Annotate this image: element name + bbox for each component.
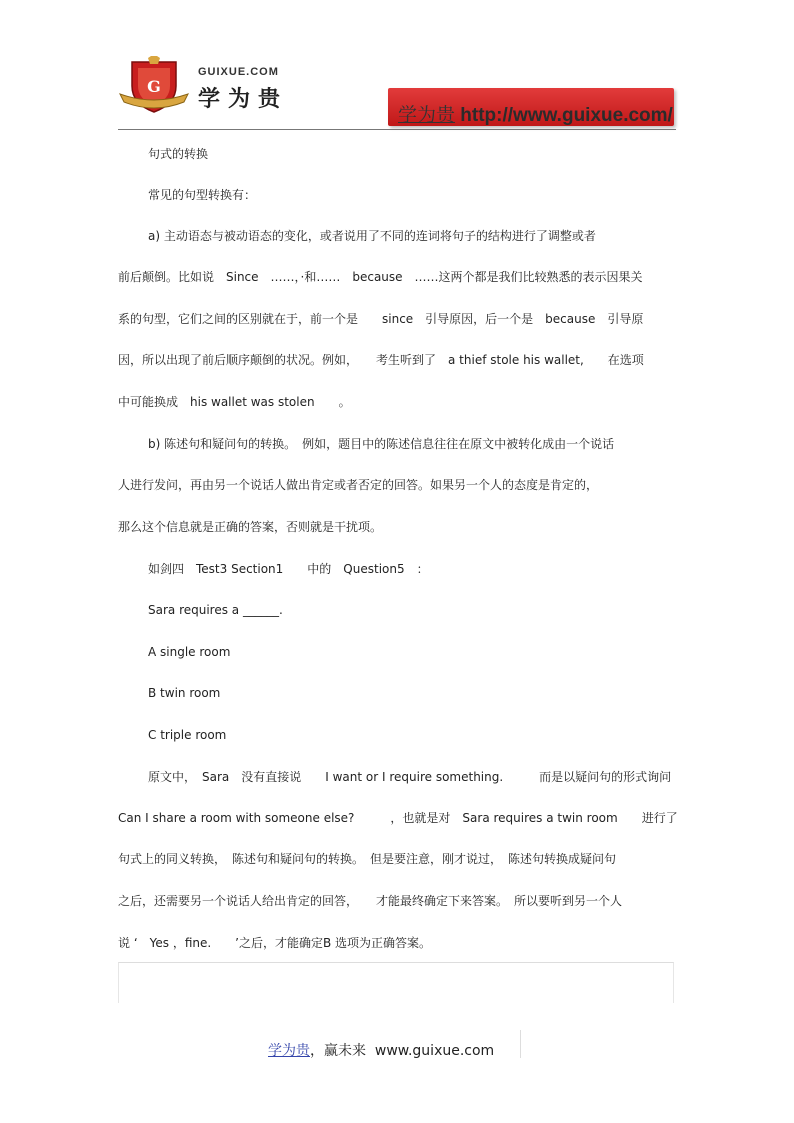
page-header (0, 0, 794, 135)
guixue-logo[interactable] (118, 56, 298, 116)
paragraph-line: 常见的句型转换有： (148, 188, 257, 202)
option-c: C triple room (148, 728, 227, 742)
paragraph-line: 如剑四 Test3 Section1 中的 Question5 ： (148, 562, 429, 576)
footer-slogan: ，赢未来 (310, 1043, 366, 1059)
paragraph-line: 原文中， Sara 没有直接说 I want or I require something. 而是以疑问句的形式询问 (148, 770, 672, 784)
footer-url-link[interactable]: www.guixue.com (374, 1043, 495, 1059)
footer-divider (520, 1030, 521, 1058)
section-title: 句式的转换 (148, 147, 209, 161)
paragraph-line: 之后，还需要另一个说话人给出肯定的回答， 才能最终确定下来答案。 所以要听到另一个人 (118, 894, 623, 908)
shield-logo-icon (118, 56, 190, 114)
banner-text (398, 100, 673, 127)
svg-text:G: G (147, 77, 161, 96)
banner-url-link[interactable]: http://www.guixue.com/ (460, 105, 673, 126)
paragraph-line: 句式上的同义转换， 陈述句和疑问句的转换。 但是要注意，刚才说过， 陈述句转换成疑问句 (118, 852, 617, 866)
banner-brand-link[interactable]: 学为贵 (398, 105, 456, 126)
paragraph-line: Can I share a room with someone else? ，也就是对 Sara requires a twin room 进行了 (118, 811, 678, 825)
page-footer (268, 1040, 494, 1060)
question-stem: Sara requires a ______. (148, 603, 283, 617)
paragraph-line: 系的句型，它们之间的区别就在于，前一个是 since 引导原因，后一个是 because 引导原 (118, 312, 644, 326)
paragraph-line: 那么这个信息就是正确的答案，否则就是干扰项。 (118, 520, 383, 534)
brand-chinese: 学为贵 (198, 87, 289, 112)
paragraph-line: 前后颠倒。比如说 Since ……，·和…… because ……这两个都是我们比较熟悉的表示因果关 (118, 270, 643, 284)
paragraph-line: a) 主动语态与被动语态的变化，或者说用了不同的连词将句子的结构进行了调整或者 (148, 229, 596, 243)
header-divider (118, 129, 676, 130)
site-banner[interactable] (388, 88, 674, 126)
paragraph-line: 人进行发问，再由另一个说话人做出肯定或者否定的回答。如果另一个人的态度是肯定的， (118, 478, 599, 492)
option-a: A single room (148, 645, 231, 659)
brand-english: GUIXUE.COM (198, 66, 279, 78)
paragraph-line: 因，所以出现了前后顺序颠倒的状况。例如， 考生听到了 a thief stole his wallet, 在选项 (118, 353, 644, 367)
empty-box (118, 962, 674, 1003)
option-b: B twin room (148, 686, 221, 700)
paragraph-line: b) 陈述句和疑问句的转换。 例如，题目中的陈述信息往往在原文中被转化成由一个说话 (148, 437, 615, 451)
paragraph-line: 说 ‘ Yes ，fine. ’之后，才能确定B 选项为正确答案。 (118, 936, 432, 950)
footer-brand-link[interactable]: 学为贵 (268, 1043, 310, 1059)
paragraph-line: 中可能换成 his wallet was stolen 。 (118, 395, 351, 409)
